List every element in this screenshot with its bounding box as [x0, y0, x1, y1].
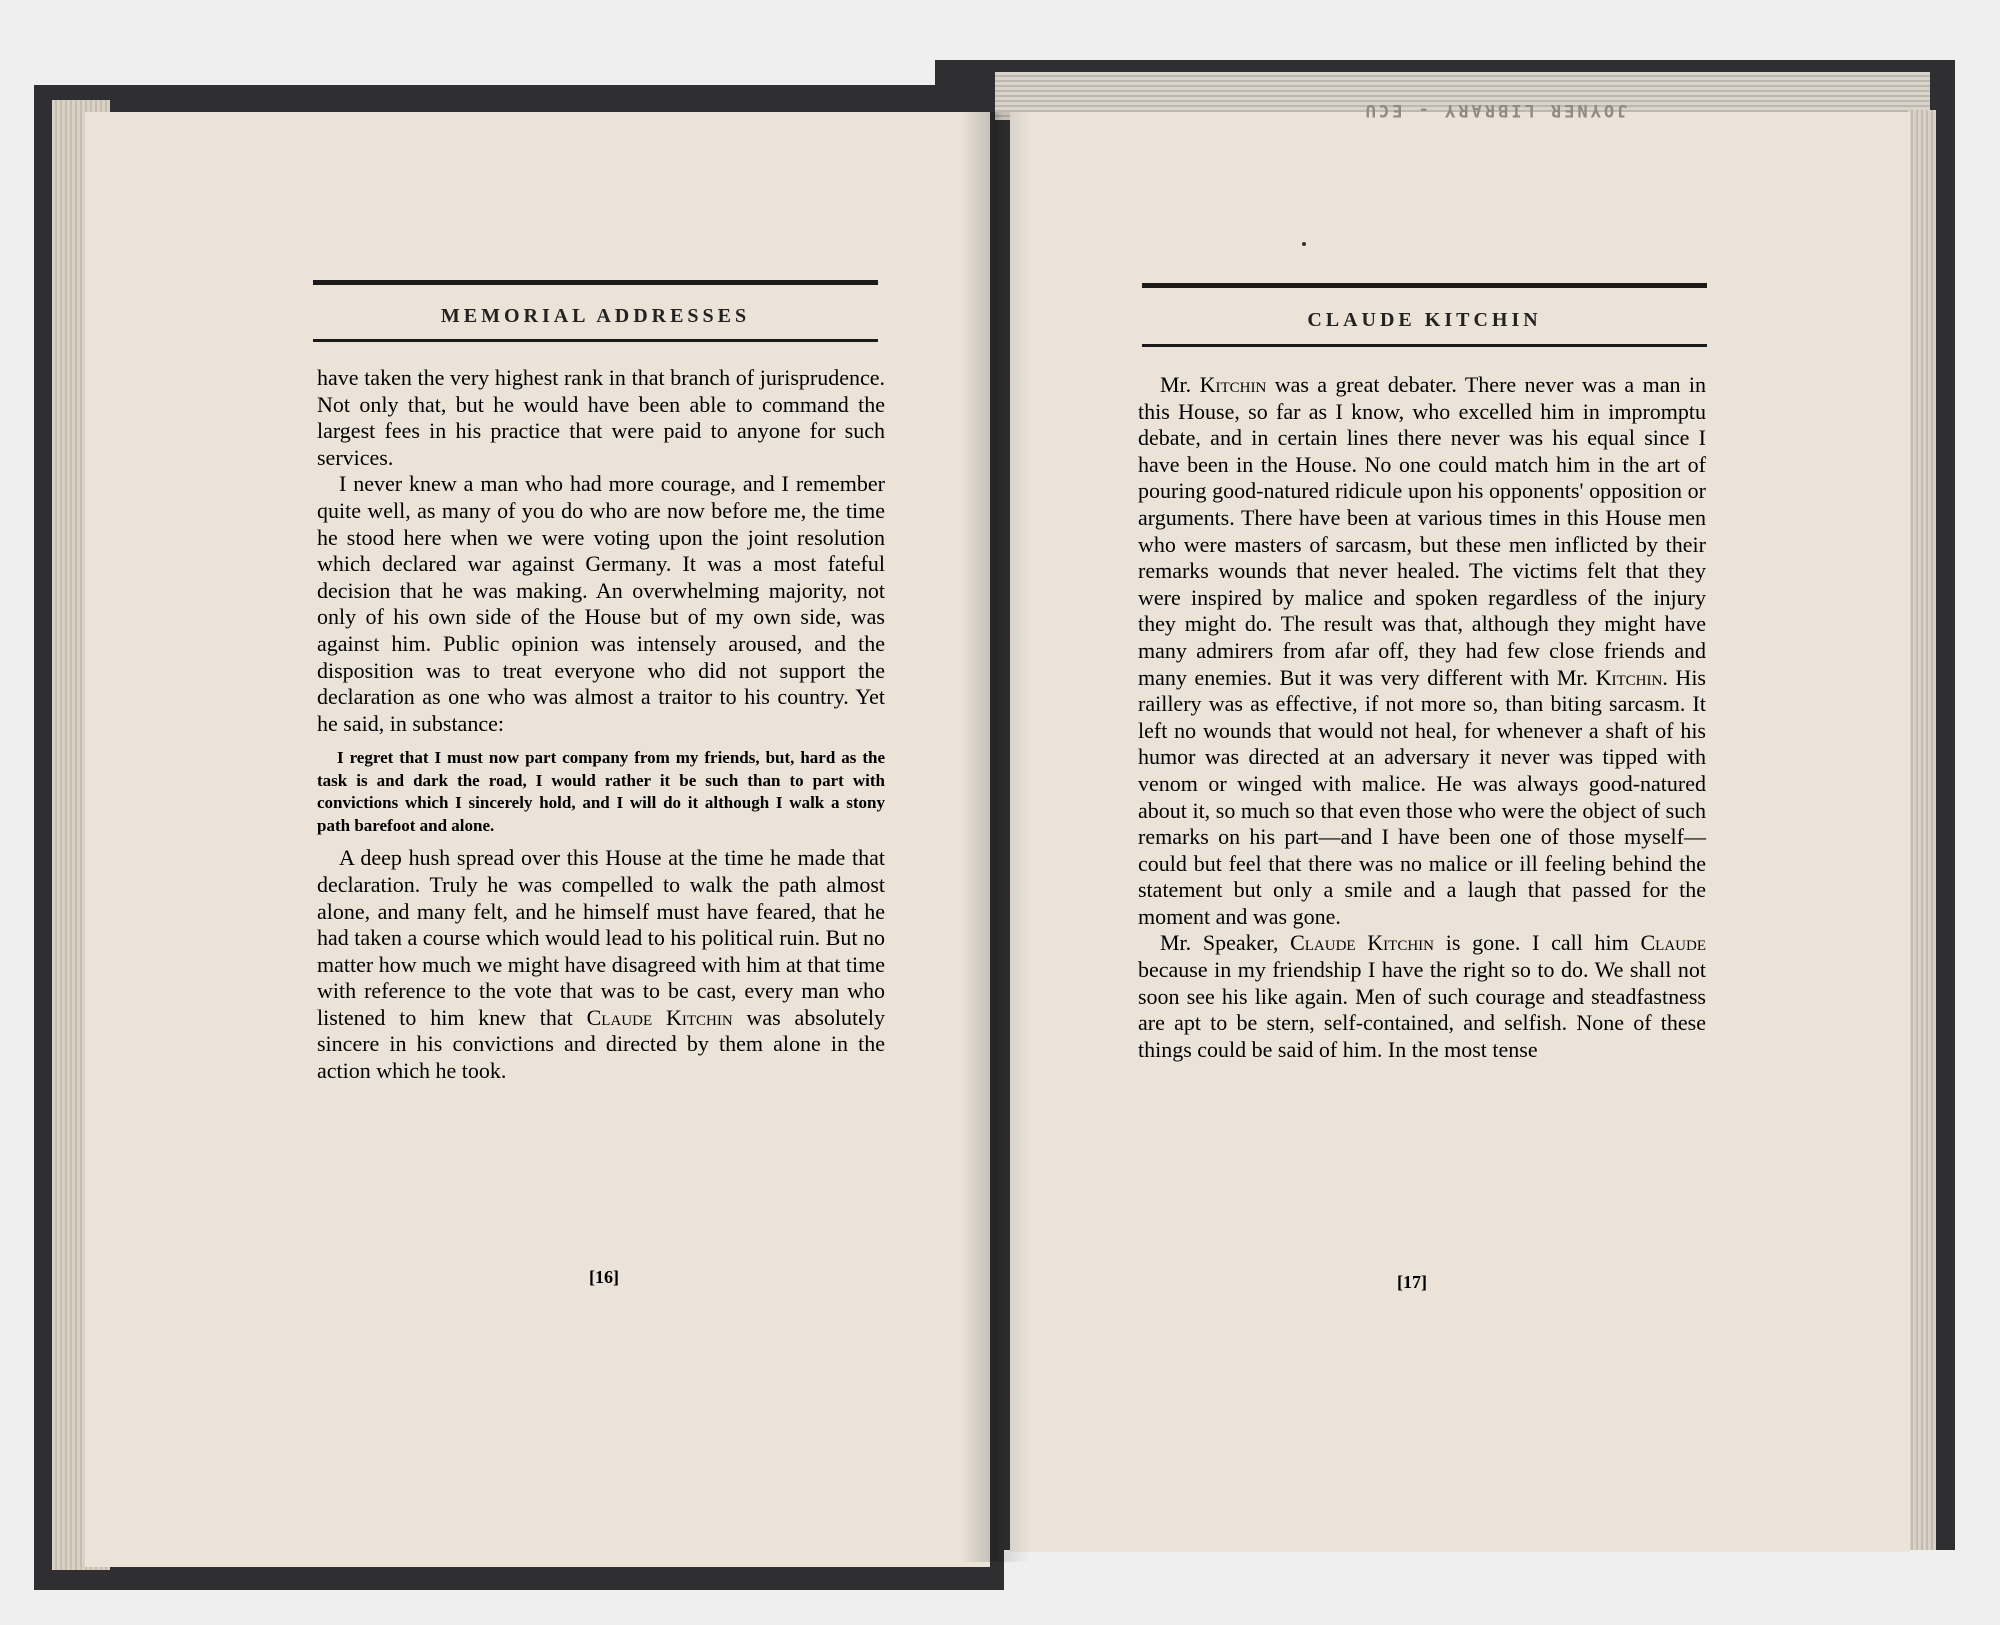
left-text-block: [317, 365, 885, 1085]
left-paragraph-2: I never knew a man who had more courage, and I remember quite well, as many of you do who are now before me, the time he stood here when we were voting upon the joint resolution which declared war against Germany. It was a most fateful decision that he was making. An overwhelming majority, not only of his own side of the House but of my own side, was against him. Public opinion was intensely aroused, and the disposition was to treat everyone who did not support the declaration as one who was almost a traitor to his country. Yet he said, in substance:: [317, 471, 885, 736]
claude-kitchin-name-right: Claude Kitchin: [1290, 930, 1434, 956]
left-page-number: [16]: [589, 1267, 619, 1287]
left-top-rule: [313, 280, 878, 285]
right-paragraph-2-text-b: is gone. I call him: [1434, 930, 1641, 956]
right-paragraph-2: [1138, 930, 1706, 1063]
left-paragraph-3-text: A deep hush spread over this House at the time he made that declaration. Truly he was compelled to walk the path almost alone, and many felt, and he himself must have feared, that he had taken a course which would lead to his political ruin. But no matter how much we might have disagreed with him at that time with reference to the vote that was to be cast, every man who listened to him knew that: [317, 845, 885, 1030]
left-paragraph-3: [317, 845, 885, 1084]
kitchin-name-1: Kitchin: [1199, 372, 1267, 397]
right-running-head: CLAUDE KITCHIN: [1307, 309, 1542, 331]
right-paragraph-2-text-c: because in my friendship I have the right so to do. We shall not soon see his like again. Men of such courage and steadfastness are apt to be stern, self-contained, and selfish. None of these things could be said of him. In the most tense: [1138, 957, 1706, 1062]
right-paragraph-1-text-a: Mr.: [1160, 372, 1200, 397]
right-text-block: [1138, 372, 1706, 1063]
library-stamp: JOYNER LIBRARY - ECU: [1362, 100, 1628, 120]
ink-speck: [1302, 242, 1306, 246]
block-quote: I regret that I must now part company from my friends, but, hard as the task is and dark the road, I would rather it be such than to part with convictions which I sincerely hold, and I will do it although I walk a stony path barefoot and alone.: [317, 748, 885, 835]
right-paragraph-1-text-b: was a great debater. There never was a man in this House, so far as I know, who excelled him in impromptu debate, and in certain lines there never was his equal since I have been in the House. No one could match him in the art of pouring good-natured ridicule upon his opponents' opposition or arguments. There have been at various times in this House men who were masters of sarcasm, but these men inflicted by their remarks wounds that never healed. The victims felt that they were inspired by malice and spoken regardless of the injury they might do. The result was that, although they might have many admirers from afar off, they had few close friends and many enemies. But it was very different with Mr.: [1138, 372, 1706, 690]
left-running-head: MEMORIAL ADDRESSES: [440, 305, 751, 327]
right-page-number: [17]: [1397, 1272, 1427, 1292]
book-gutter: [960, 112, 1030, 1562]
claude-kitchin-name: Claude Kitchin: [586, 1004, 733, 1030]
left-paragraph-1: have taken the very highest rank in that branch of jurisprudence. Not only that, but he would have been able to command the largest fees in his practice that were paid to anyone for such services.: [317, 365, 885, 470]
left-paragraph-3-end: was absolutely sincere in his convictions and directed by them alone in the action which he took.: [317, 1004, 885, 1084]
page-edges-right: [1908, 110, 1936, 1550]
kitchin-name-2: Kitchin: [1595, 664, 1663, 690]
claude-name: Claude: [1640, 930, 1706, 956]
right-paragraph-1-text-c: . His raillery was as effective, if not more so, than biting sarcasm. It left no wounds that would not heal, for whenever a shaft of his humor was directed at an adversary it never was tipped with venom or winged with malice. He was always good-natured about it, so much so that even those who were the object of such remarks on his part—and I have been one of those myself—could but feel that there was no malice or ill feeling behind the statement but only a smile and a laugh that passed for the moment and was gone.: [1138, 664, 1706, 929]
right-paragraph-2-text-a: Mr. Speaker,: [1160, 930, 1291, 956]
right-bottom-rule: [1142, 344, 1707, 347]
right-top-rule: [1142, 283, 1707, 288]
left-bottom-rule: [313, 339, 878, 342]
right-paragraph-1: [1138, 372, 1706, 930]
